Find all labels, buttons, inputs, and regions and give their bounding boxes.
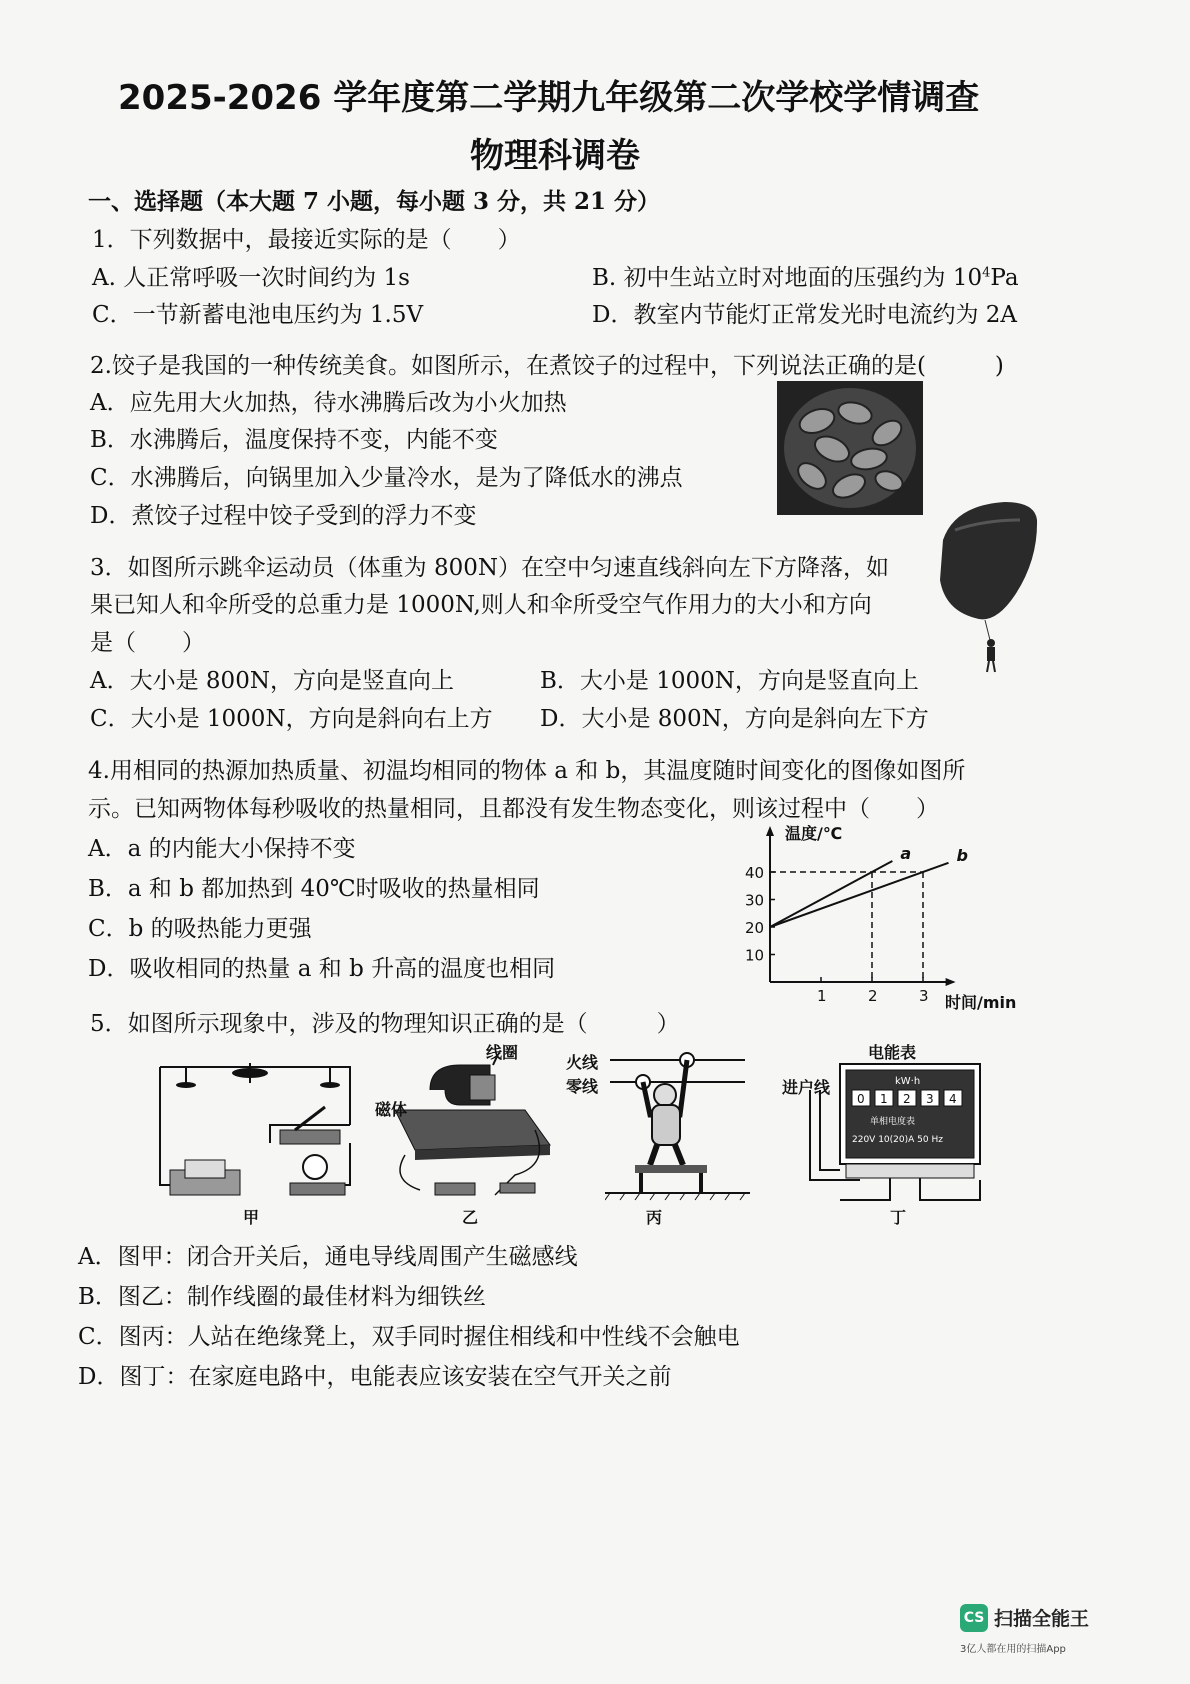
neutral-wire-label: 零线 (566, 1077, 599, 1096)
figure-jia-label: 甲 (243, 1208, 260, 1227)
graph-ytick-label: 40 (745, 864, 765, 882)
graph-xtick-label: 3 (919, 987, 929, 1005)
exam-subtitle: 物理科调卷 (470, 136, 640, 176)
graph-x-arrow (946, 978, 956, 986)
temperature-time-graph (745, 822, 1035, 1022)
magnet-label: 磁体 (375, 1100, 408, 1119)
q4-stem-line1: 4.用相同的热源加热质量、初温均相同的物体 a 和 b，其温度随时间变化的图像如图所 (88, 758, 966, 784)
q2-option-b: B．水沸腾后，温度保持不变，内能不变 (90, 427, 498, 453)
graph-ylabel: 温度/℃ (785, 824, 843, 843)
q3-stem-line1: 3．如图所示跳伞运动员（体重为 800N）在空中匀速直线斜向左下方降落，如 (90, 555, 889, 581)
graph-series-label-b: b (956, 845, 968, 865)
q4-option-d: D．吸收相同的热量 a 和 b 升高的温度也相同 (88, 956, 556, 982)
meter-kwh: kW·h (895, 1076, 921, 1087)
q5-option-c: C．图丙：人站在绝缘凳上，双手同时握住相线和中性线不会触电 (78, 1324, 740, 1350)
parachute-image (935, 500, 1040, 675)
q5-option-b: B．图乙：制作线圈的最佳材料为细铁丝 (78, 1284, 486, 1310)
q2-stem: 2.饺子是我国的一种传统美食。如图所示，在煮饺子的过程中，下列说法正确的是( ) (90, 353, 1004, 379)
q2-option-d: D．煮饺子过程中饺子受到的浮力不变 (90, 503, 477, 529)
q1-stem: 1．下列数据中，最接近实际的是（ ） (92, 227, 521, 253)
figure-jia-circuit (150, 1055, 360, 1205)
q5-stem: 5．如图所示现象中，涉及的物理知识正确的是（ ） (90, 1011, 680, 1037)
q3-stem-line2: 果已知人和伞所受的总重力是 1000N,则人和伞所受空气作用力的大小和方向 (90, 592, 872, 618)
figure-bing-label: 丙 (646, 1208, 663, 1227)
q3-option-b: B．大小是 1000N，方向是竖直向上 (540, 668, 919, 694)
figure-ding-energy-meter (800, 1060, 985, 1210)
meter-digit: 3 (926, 1092, 934, 1106)
q2-option-a: A．应先用大火加热，待水沸腾后改为小火加热 (90, 390, 567, 416)
live-wire-label: 火线 (566, 1053, 599, 1072)
scanner-tagline: 3亿人都在用的扫描App (960, 1644, 1066, 1655)
figure-yi-motor (375, 1055, 555, 1205)
inlet-wire-label: 进户线 (782, 1078, 831, 1097)
exam-title: 2025-2026 学年度第二学期九年级第二次学校学情调查 (118, 78, 980, 118)
figure-ding-label: 丁 (890, 1208, 907, 1227)
section-heading: 一、选择题（本大题 7 小题，每小题 3 分，共 21 分） (88, 188, 661, 215)
graph-series-label-a: a (900, 844, 912, 863)
q2-option-c: C．水沸腾后，向锅里加入少量冷水，是为了降低水的沸点 (90, 465, 683, 491)
graph-y-arrow (766, 826, 774, 836)
graph-xtick-label: 1 (817, 987, 827, 1005)
graph-series-b (770, 863, 949, 927)
q3-option-c: C．大小是 1000N，方向是斜向右上方 (90, 706, 493, 732)
meter-digit: 1 (880, 1092, 888, 1106)
q3-option-d: D．大小是 800N，方向是斜向左下方 (540, 706, 929, 732)
q4-option-b: B．a 和 b 都加热到 40℃时吸收的热量相同 (88, 876, 540, 902)
figure-bing-person (605, 1050, 750, 1205)
meter-name: 单相电度表 (870, 1117, 916, 1127)
graph-series-a (770, 861, 892, 927)
q1-option-c: C．一节新蓄电池电压约为 1.5V (92, 302, 424, 328)
graph-ytick-label: 30 (745, 891, 765, 910)
meter-digit: 0 (857, 1092, 865, 1106)
graph-xlabel: 时间/min (945, 993, 1017, 1012)
q1-option-d: D．教室内节能灯正常发光时电流约为 2A (592, 302, 1017, 328)
q5-option-a: A．图甲：闭合开关后，通电导线周围产生磁感线 (78, 1244, 578, 1270)
q4-option-a: A．a 的内能大小保持不变 (88, 836, 356, 862)
meter-digit: 4 (949, 1092, 957, 1106)
q1-option-a: A. 人正常呼吸一次时间约为 1s (92, 265, 410, 291)
q1-option-b: B. 初中生站立时对地面的压强约为 $10^4Pa$ (592, 265, 1019, 291)
meter-title: 电能表 (868, 1043, 917, 1062)
figure-yi-label: 乙 (462, 1208, 479, 1227)
coil-label: 线圈 (486, 1043, 519, 1062)
scanner-brand: 扫描全能王 (994, 1608, 1090, 1630)
q4-stem-line2: 示。已知两物体每秒吸收的热量相同，且都没有发生物态变化，则该过程中（ ） (88, 796, 939, 822)
graph-ytick-label: 20 (745, 919, 765, 937)
q5-option-d: D．图丁：在家庭电路中，电能表应该安装在空气开关之前 (78, 1364, 672, 1390)
scanner-logo: CS (960, 1604, 988, 1632)
graph-xtick-label: 2 (868, 987, 878, 1005)
q3-stem-line3: 是（ ） (90, 630, 205, 656)
meter-spec: 220V 10(20)A 50 Hz (852, 1135, 943, 1145)
q4-option-c: C．b 的吸热能力更强 (88, 916, 312, 942)
graph-ytick-label: 10 (745, 946, 765, 965)
dumpling-photo (777, 381, 923, 515)
q3-option-a: A．大小是 800N，方向是竖直向上 (90, 668, 454, 694)
meter-digit: 2 (903, 1092, 911, 1106)
